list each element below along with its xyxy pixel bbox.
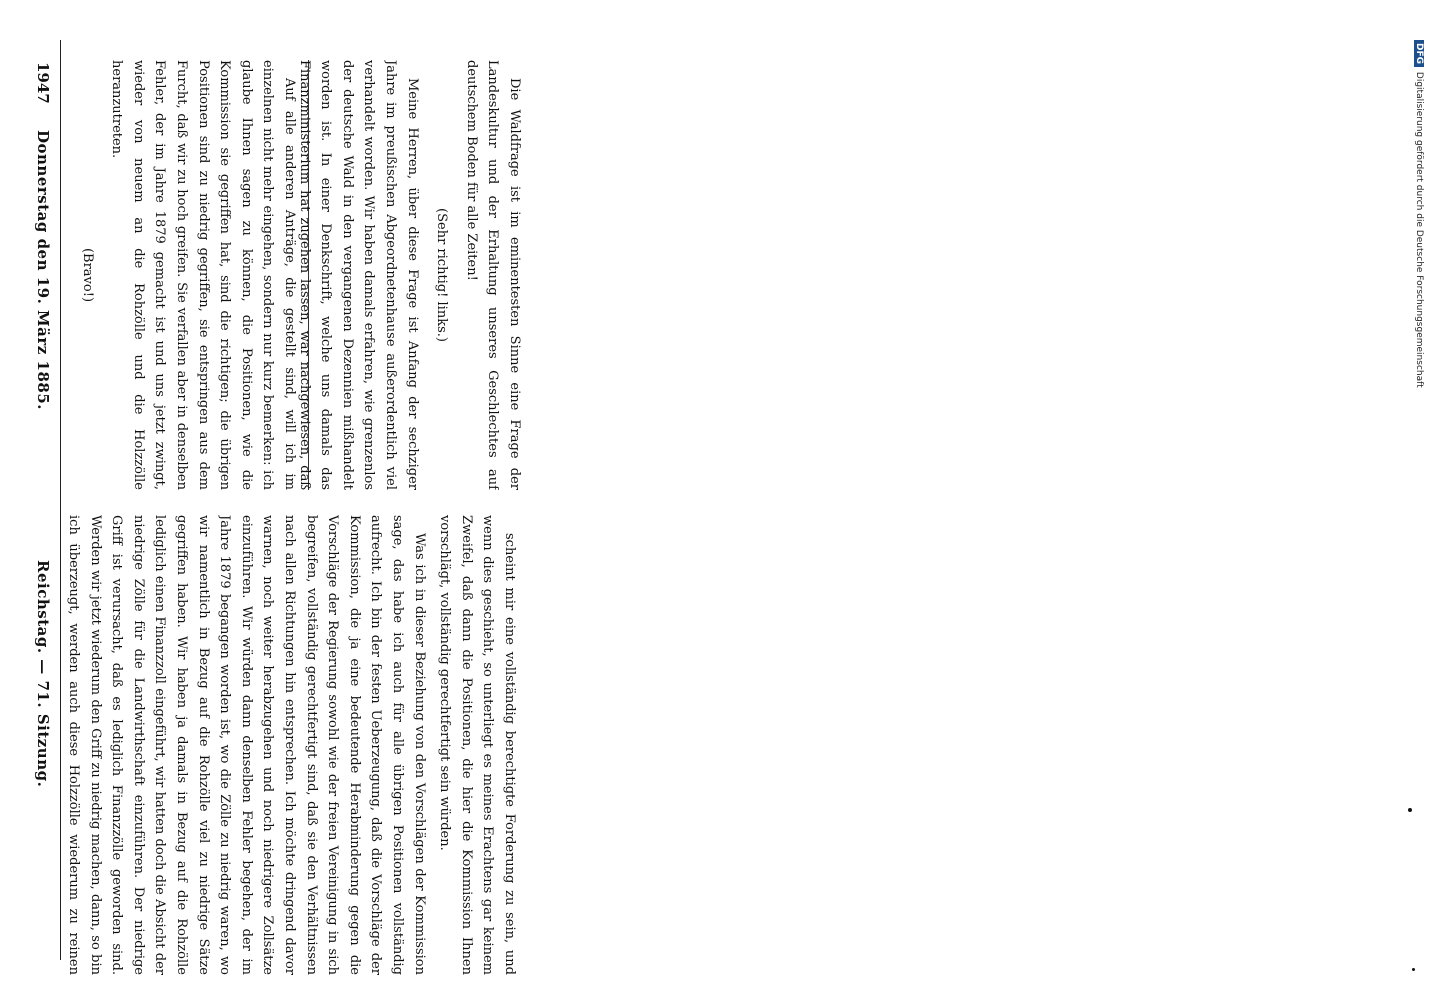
paragraph: Was ich in dieser Beziehung von den Vorschlägen der Kommission sage, das habe ich auch für alle übrigen Positionen vollständig aufrecht. Ich bin der festen Ueberzeugung, daß die Vorschläge der Kommission, die ja eine bedeutende Herabminderung gegen die Vorschläge der Regierung sowohl wie der freien Vereinigung in sich begreifen, vollständig gerechtfertigt sind, daß sie den Verhältnissen nach allen Richtungen hin entsprechen. Ich möchte dringend davor warnen, noch weiter herabzugehen und noch niedrigere Zollsätze einzuführen. Wir würden dann denselben Fehler begehen, der im Jahre 1879 begangen worden ist, wo die Zölle zu niedrig waren, wo wir namentlich in Bezug auf die Rohzölle viel zu niedrige Sätze gegriffen haben. Wir haben ja damals in Bezug auf die Rohzölle lediglich einen Finanzzoll eingeführt, wir hatten doch die Absicht der niedrige Zölle für die Landwirthschaft einzuführen. Der niedrige Griff ist verursacht, daß es lediglich Finanzzölle geworden sind. Werden wir jetzt wiederum den Griff zu niedrig machen, dann, so bin ich überzeugt, werden auch diese Holzzölle wiederum zu reinen [66,515,427,975]
funding-note-text: Digitalisierung gefördert durch die Deutsche Forschungsgemeinschaft [1414,71,1424,388]
dfg-logo: DFG [1414,40,1424,67]
running-head-title-text: Reichstag. — 71. Sitzung. [34,560,52,788]
paragraph: Die Waldfrage ist im eminentesten Sinne eine Frage der Landeskultur und der Erhaltung unseres Geschlechtes auf deutschem Boden für alle Zeiten! [463,60,522,490]
page-number: 1947 [34,62,52,104]
funding-note [1414,40,1424,388]
paragraph: scheint mir eine vollständig berechtigte Forderung zu sein, und wenn dies geschieht, so unterliegt es meines Erachtens gar keinem Zweifel, daß dann die Positionen, die hier die Kommission Ihnen vorschlägt, vollständig gerechtfertigt sein würden. [437,515,517,975]
column-left [60,515,520,975]
scan-speck [1412,968,1415,971]
applause-note: (Bravo!) [79,247,95,303]
approval-note: (Sehr richtig! links.) [434,208,450,342]
column-right-bottom [295,60,525,490]
running-head-date-text: Donnerstag den 19. März 1885. [34,130,52,410]
running-head-date [34,130,52,410]
running-head-title [34,560,52,787]
paragraph: Auf alle anderen Anträge, die gestellt sind, will ich im einzelnen nicht mehr eingehen, sondern nur kurz bemerken: ich glaube Ihnen sagen zu können, die Positionen, wie die Kommission sie gegriffen hat, sind die richtigen; die übrigen Positionen sind zu niedrig gegriffen, sie entspringen aus dem Furcht, daß wir zu hoch greifen. Sie verfallen aber in denselben Fehler, der im Jahre 1879 gemacht ist und uns jetzt zwingt, wieder von neuem an die Rohzölle und die Holzzölle heranzutreten. [109,60,297,490]
column-right-top [70,60,300,490]
scan-speck [1408,808,1412,812]
paragraph: Meine Herren, über diese Frage ist Anfang der sechziger Jahre im preußischen Abgeordnetenhause außerordentlich viel verhandelt worden. Wir haben damals erfahren, wie grenzenlos der deutsche Wald in den vergangenen Dezennien mißhandelt worden ist. In einer Denkschrift, welche uns damals das Finanzministerium hat zugehen lassen, war nachgewiesen, daß [296,60,420,490]
